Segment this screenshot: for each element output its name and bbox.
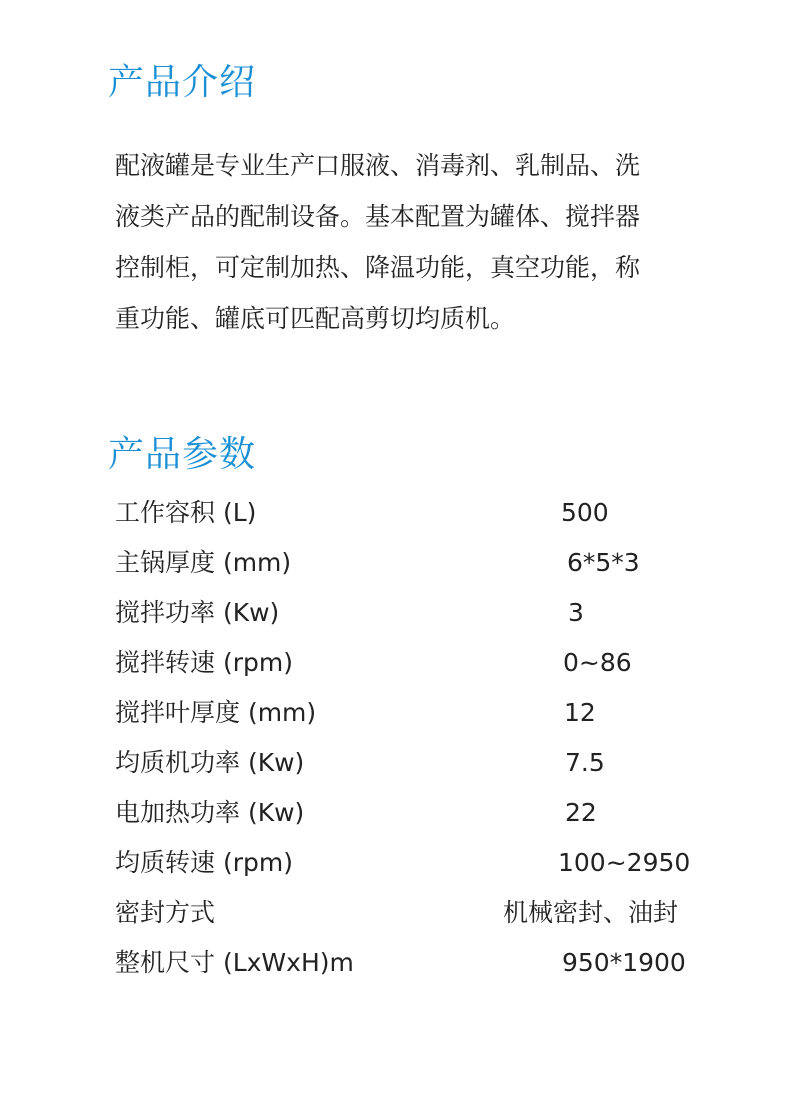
spec-value: 机械密封、油封: [503, 898, 679, 927]
spec-row: [115, 888, 695, 938]
spec-label: 均质机功率 (Kw): [115, 748, 305, 777]
product-intro-text: [115, 140, 695, 344]
spec-label: 均质转速 (rpm): [115, 848, 293, 877]
spec-value: 0~86: [563, 648, 632, 677]
spec-value: 500: [561, 498, 609, 527]
spec-value: 3: [568, 598, 584, 627]
spec-label: 搅拌功率 (Kw): [115, 598, 280, 627]
spec-row: [115, 688, 695, 738]
intro-line: 液类产品的配制设备。基本配置为罐体、搅拌器: [115, 202, 641, 231]
spec-label: 搅拌叶厚度 (mm): [115, 698, 317, 727]
intro-line: 控制柜，可定制加热、降温功能，真空功能，称: [115, 253, 641, 282]
intro-line: 重功能、罐底可匹配高剪切均质机。: [115, 304, 516, 333]
spec-label: 密封方式: [115, 898, 216, 927]
spec-row: [115, 738, 695, 788]
spec-table: [115, 488, 695, 988]
product-intro-title: 产品介绍: [108, 62, 257, 103]
spec-label: 整机尺寸 (LxWxH)m: [115, 948, 354, 977]
spec-row: [115, 938, 695, 988]
spec-value: 12: [564, 698, 596, 727]
spec-value: 22: [565, 798, 597, 827]
spec-value: 950*1900: [562, 948, 686, 977]
spec-value: 6*5*3: [567, 548, 640, 577]
spec-label: 工作容积 (L): [115, 498, 257, 527]
spec-label: 搅拌转速 (rpm): [115, 648, 293, 677]
spec-label: 电加热功率 (Kw): [115, 798, 305, 827]
spec-row: [115, 488, 695, 538]
spec-row: [115, 588, 695, 638]
spec-row: [115, 838, 695, 888]
spec-value: 7.5: [565, 748, 605, 777]
product-params-title: 产品参数: [108, 434, 257, 475]
spec-row: [115, 538, 695, 588]
spec-value: 100~2950: [558, 848, 691, 877]
spec-label: 主锅厚度 (mm): [115, 548, 292, 577]
spec-row: [115, 638, 695, 688]
intro-line: 配液罐是专业生产口服液、消毒剂、乳制品、洗: [115, 151, 641, 180]
spec-row: [115, 788, 695, 838]
